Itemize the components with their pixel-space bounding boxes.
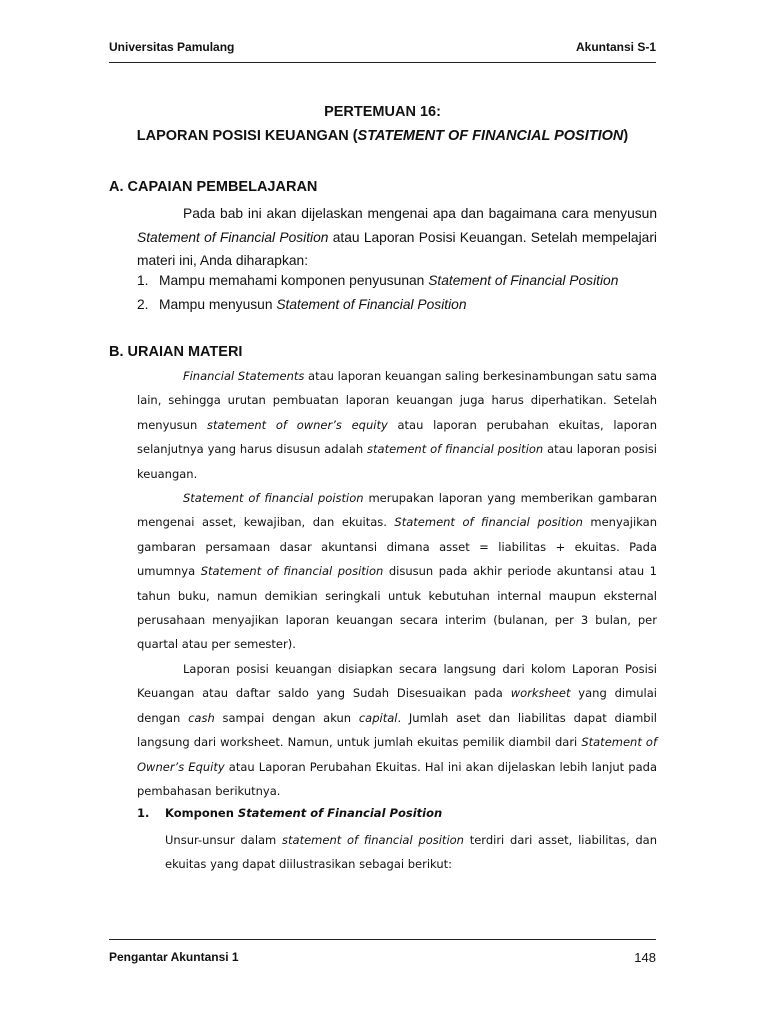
text-italic: Statement of Financial Position bbox=[276, 297, 467, 312]
list-number: 1. bbox=[137, 273, 149, 288]
section-a-heading: A. CAPAIAN PEMBELAJARAN bbox=[109, 179, 318, 195]
meeting-title: PERTEMUAN 16: bbox=[324, 104, 441, 120]
text: Pada bab ini akan dijelaskan mengenai apa dan bagaimana cara menyusun bbox=[183, 206, 657, 221]
section-b-paragraph-2 bbox=[137, 486, 657, 657]
text-italic: capital bbox=[358, 710, 398, 725]
text-italic: Financial Statements bbox=[183, 369, 305, 383]
text-italic: Statement of financial poistion bbox=[183, 491, 364, 505]
page-footer bbox=[109, 950, 656, 966]
text: atau laporan perubahan ekuitas, laporan selanjutnya yang harus disusun adalah bbox=[137, 417, 657, 457]
text-italic: Statement of Financial Position bbox=[428, 273, 619, 288]
subsection-1-heading bbox=[137, 806, 442, 820]
header-divider bbox=[109, 62, 656, 63]
text: yang dimulai dengan bbox=[137, 686, 657, 725]
text-italic: statement of financial position bbox=[282, 833, 464, 847]
objective-item-2 bbox=[137, 293, 657, 317]
header-university: Universitas Pamulang bbox=[109, 40, 235, 54]
footer-course: Pengantar Akuntansi 1 bbox=[109, 950, 239, 964]
text: merupakan laporan yang memberikan gambaran mengenai asset, kewajiban, dan ekuitas. bbox=[137, 491, 658, 530]
text-italic: Statement of financial position bbox=[394, 515, 583, 530]
text: atau laporan posisi keuangan. bbox=[137, 442, 657, 481]
list-number: 1. bbox=[137, 806, 150, 820]
section-b-paragraph-1 bbox=[137, 364, 657, 486]
page-header bbox=[109, 40, 656, 56]
page-number: 148 bbox=[634, 950, 656, 965]
text-italic: Statement of Financial Position bbox=[237, 806, 443, 820]
text: terdiri dari asset, liabilitas, dan ekuitas yang dapat diilustrasikan sebagai berikut: bbox=[165, 833, 657, 872]
subsection-1-paragraph bbox=[165, 828, 657, 877]
text-italic: cash bbox=[188, 710, 215, 725]
chapter-title-suffix: ) bbox=[623, 128, 629, 144]
text: Mampu memahami komponen penyusunan bbox=[159, 273, 429, 288]
section-b-paragraph-3 bbox=[137, 657, 657, 803]
footer-divider bbox=[109, 939, 656, 940]
text-italic: Statement of Owner’s Equity bbox=[137, 735, 657, 774]
text: . Jumlah aset dan liabilitas dapat diambil langsung dari worksheet. Namun, untuk jumlah ekuitas pemilik diambil dari bbox=[137, 710, 657, 750]
text-italic: statement of owner’s equity bbox=[206, 417, 388, 432]
chapter-title bbox=[109, 128, 656, 144]
text: menyajikan gambaran persamaan dasar akuntansi dimana asset = liabilitas + ekuitas. Pada umumnya bbox=[137, 515, 657, 579]
list-number: 2. bbox=[137, 297, 149, 312]
text: atau laporan keuangan saling berkesinambungan satu sama lain, sehingga urutan pembuatan laporan keuangan juga harus diperhatikan. Setelah menyusun bbox=[137, 369, 657, 432]
chapter-title-italic: STATEMENT OF FINANCIAL POSITION bbox=[357, 128, 624, 144]
text: disusun pada akhir periode akuntansi atau 1 tahun buku, namun demikian seringkali untuk kebutuhan internal maupun eksternal perusahaan menyajikan laporan keuangan secara interim (bulanan, per 3 bulan, per quartal atau per semester). bbox=[137, 564, 658, 652]
text: Komponen bbox=[165, 806, 238, 820]
text: sampai dengan akun bbox=[214, 710, 359, 725]
text: atau Laporan Perubahan Ekuitas. Hal ini akan dijelaskan lebih lanjut pada pembahasan berikutnya. bbox=[137, 759, 658, 799]
text-italic: worksheet bbox=[510, 686, 571, 701]
text: Laporan posisi keuangan disiapkan secara langsung dari kolom Laporan Posisi Keuangan atau daftar saldo yang Sudah Disesuaikan pada bbox=[137, 662, 657, 701]
text-italic: statement of financial position bbox=[367, 442, 544, 457]
chapter-title-prefix: LAPORAN POSISI KEUANGAN ( bbox=[136, 128, 358, 144]
text: Unsur-unsur dalam bbox=[165, 833, 283, 847]
section-b-heading: B. URAIAN MATERI bbox=[109, 344, 243, 360]
text-italic: Statement of Financial Position bbox=[137, 229, 329, 245]
objective-item-1 bbox=[137, 269, 657, 293]
section-a-paragraph bbox=[137, 202, 657, 273]
text: Mampu menyusun bbox=[159, 297, 277, 312]
text: atau Laporan Posisi Keuangan. Setelah mempelajari materi ini, Anda diharapkan: bbox=[137, 229, 657, 268]
text-italic: Statement of financial position bbox=[200, 564, 384, 579]
header-program: Akuntansi S-1 bbox=[575, 40, 656, 54]
